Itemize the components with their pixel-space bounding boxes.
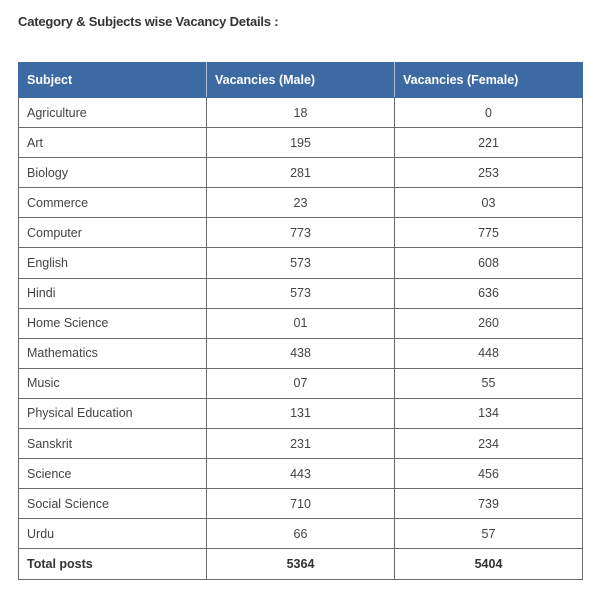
male-cell: 773 (207, 218, 395, 248)
female-cell: 55 (395, 368, 583, 398)
subject-cell: Urdu (19, 519, 207, 549)
subject-cell: Home Science (19, 308, 207, 338)
male-cell: 23 (207, 188, 395, 218)
total-row (19, 549, 583, 579)
total-male: 5364 (207, 549, 395, 579)
subject-cell: Hindi (19, 278, 207, 308)
table-row (19, 278, 583, 308)
subject-cell: Art (19, 128, 207, 158)
female-cell: 260 (395, 308, 583, 338)
male-cell: 573 (207, 248, 395, 278)
female-cell: 739 (395, 489, 583, 519)
page-title: Category & Subjects wise Vacancy Details : (18, 14, 279, 29)
table-row (19, 248, 583, 278)
table-row (19, 338, 583, 368)
male-cell: 438 (207, 338, 395, 368)
female-cell: 636 (395, 278, 583, 308)
male-cell: 573 (207, 278, 395, 308)
table-row (19, 519, 583, 549)
male-cell: 18 (207, 98, 395, 128)
subject-cell: Commerce (19, 188, 207, 218)
female-cell: 456 (395, 459, 583, 489)
total-female: 5404 (395, 549, 583, 579)
column-header-subject: Subject (19, 63, 207, 98)
subject-cell: Science (19, 459, 207, 489)
female-cell: 03 (395, 188, 583, 218)
male-cell: 131 (207, 398, 395, 428)
table-row (19, 459, 583, 489)
female-cell: 448 (395, 338, 583, 368)
female-cell: 775 (395, 218, 583, 248)
table-row (19, 368, 583, 398)
subject-cell: Social Science (19, 489, 207, 519)
subject-cell: Biology (19, 158, 207, 188)
total-label: Total posts (19, 549, 207, 579)
male-cell: 66 (207, 519, 395, 549)
male-cell: 01 (207, 308, 395, 338)
male-cell: 443 (207, 459, 395, 489)
female-cell: 57 (395, 519, 583, 549)
table-row (19, 218, 583, 248)
female-cell: 253 (395, 158, 583, 188)
male-cell: 281 (207, 158, 395, 188)
female-cell: 221 (395, 128, 583, 158)
female-cell: 608 (395, 248, 583, 278)
table-row (19, 308, 583, 338)
female-cell: 0 (395, 98, 583, 128)
table-row (19, 128, 583, 158)
subject-cell: Sanskrit (19, 429, 207, 459)
subject-cell: Physical Education (19, 398, 207, 428)
column-header-female: Vacancies (Female) (395, 63, 583, 98)
table-row (19, 158, 583, 188)
subject-cell: Mathematics (19, 338, 207, 368)
subject-cell: Computer (19, 218, 207, 248)
male-cell: 07 (207, 368, 395, 398)
table-row (19, 489, 583, 519)
vacancy-table (18, 62, 583, 580)
male-cell: 231 (207, 429, 395, 459)
female-cell: 234 (395, 429, 583, 459)
female-cell: 134 (395, 398, 583, 428)
column-header-male: Vacancies (Male) (207, 63, 395, 98)
table-header-row (19, 63, 583, 98)
male-cell: 710 (207, 489, 395, 519)
table-row (19, 429, 583, 459)
table-row (19, 398, 583, 428)
table-row (19, 98, 583, 128)
male-cell: 195 (207, 128, 395, 158)
subject-cell: Agriculture (19, 98, 207, 128)
subject-cell: Music (19, 368, 207, 398)
table-row (19, 188, 583, 218)
subject-cell: English (19, 248, 207, 278)
